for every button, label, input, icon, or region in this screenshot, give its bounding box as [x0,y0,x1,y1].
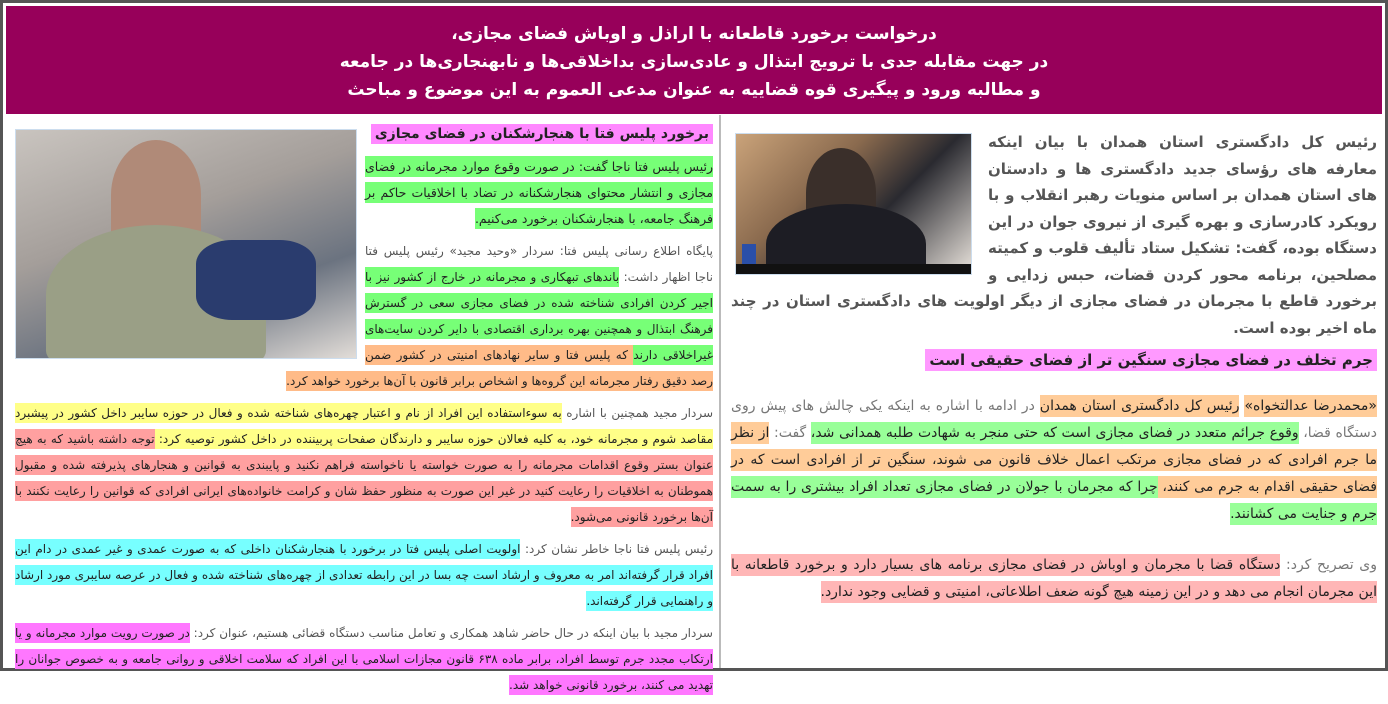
highlighted-text: دستگاه قضا با مجرمان و اوباش در فضای مجازی برنامه های بسیار دارد و برخورد قاطعانه با این مجرمان انجام می دهد و در این زمینه هیچ گونه ضعف اطلاعاتی، امنیتی و قضایی وجود ندارد. [731,554,1377,603]
plain-text: پایگاه اطلاع رسانی پلیس فتا: سردار «وحید مجید» رئیس پلیس فتا ناجا اظهار داشت: [365,244,713,284]
highlighted-text: رئیس پلیس فتا ناجا گفت: در صورت وقوع موارد مجرمانه در فضای مجازی و انتشار محتوای هنجارشکنانه در تضاد با اخلاقیات حاکم بر فرهنگ جامعه، با هنجارشکنان برخورد می‌کنیم. [365,156,713,229]
highlighted-text: وقوع جرائم متعدد در فضای مجازی است که حتی منجر به شهادت طلبه همدانی شد، [811,422,1299,444]
highlighted-text: که پلیس فتا و سایر نهادهای امنیتی در کشور ضمن رصد دقیق رفتار مجرمانه این گروه‌ها و اشخاص برابر قانون با آن‌ها برخورد خواهد کرد. [286,345,713,391]
plain-text: سردار مجید همچنین با اشاره [561,406,714,420]
plain-text: وی تصریح کرد: [1280,557,1377,573]
highlighted-text: رئیس کل دادگستری استان همدان [1040,395,1240,417]
right-column [731,129,1377,606]
paragraph [15,400,713,530]
paragraph [15,620,713,698]
plain-text: سردار مجید با بیان اینکه در حال حاضر شاهد همکاری و تعامل مناسب دستگاه قضائی هستیم، عنوان کرد: [189,626,713,640]
header-line: درخواست برخورد قاطعانه با اراذل و اوباش فضای مجازی، [451,24,937,44]
highlighted-text: به سوءاستفاده این افراد از نام و اعتبار چهره‌های شناخته شده و فعال در حوزه سایبر داخل کشور در پیشبرد مقاصد شوم و مجرمانه خود، به کلیه فعالان حوزه سایبر و دارندگان صفحات پربیننده در داخل کشور توصیه کرد: [15,403,713,449]
section-heading: جرم تخلف در فضای مجازی سنگین تر از فضای حقیقی است [925,349,1377,371]
photo-caption-bar [736,264,971,274]
highlighted-text: توجه داشته باشید که به هیچ عنوان بستر وقوع اقدامات مجرمانه را به صورت خواسته یا ناخواسته فراهم نکنید و پایبندی به قوانین و هنجارهای پذیرفته شده و مقبول هموطنان به اخلاقیات را رعایت کنید در غیر این صورت به منظور حفظ شان و کرامت خانواده‌های ایرانی افرادی که قوانین را رعایت نکنند با آن‌ها برخورد قانونی می‌شود. [15,429,713,527]
highlighted-text: اولویت اصلی پلیس فتا در برخورد با هنجارشکنان داخلی که به صورت عمدی و غیر عمدی در دام این افراد قرار گرفته‌اند امر به معروف و ارشاد است چه بسا در این رابطه تعدادی از چهره‌های شناخته شده و فعال در عرصه سایبری مورد ارشاد و راهنمایی قرار گرفته‌اند. [15,539,713,611]
highlighted-text: «محمدرضا عدالتخواه» [1244,395,1377,417]
paragraph [731,393,1377,528]
intro-text: رئیس کل دادگستری استان همدان با بیان اینکه معارفه های رؤسای جدید دادگستری ها و دادستان های استان همدان بر اساس منویات رهبر انقلاب و با رویکرد کادرسازی و بهره گیری از نیروی جوان در این دستگاه بوده، گفت: تشکیل ستاد تألیف قلوب و کمیته مصلحین، برنامه محور کردن قضات، حبس زدایی و برخورد قاطع با مجرمان در فضای مجازی از دیگر اولویت های دادگستری استان در چند ماه اخیر بوده است. [731,133,1377,337]
header-banner [6,6,1382,114]
police-chief-photo [15,129,357,359]
highlighted-text: باندهای تبهکاری و مجرمانه در خارج از کشور نیز با اجیر کردن افرادی شناخته شده در فضای مجازی سعی در گسترش فرهنگ ابتذال و همچنین بهره برداری اقتصادی با دایر کردن سایت‌های غیراخلاقی دارند [365,267,713,365]
highlighted-text: از نظر ما جرم افرادی که در فضای مجازی مرتکب اعمال خلاف قانون می شوند، سنگین تر از افرادی است که در فضای حقیقی اقدام به جرم می کنند، [731,422,1377,498]
paragraph [15,536,713,614]
paragraph [731,552,1377,606]
judiciary-chief-photo [735,133,972,275]
plain-text: رئیس پلیس فتا ناجا خاطر نشان کرد: [520,542,713,556]
highlighted-text: در صورت رویت موارد مجرمانه و یا ارتکاب مجدد جرم توسط افراد، برابر ماده ۶۳۸ قانون مجازات اسلامی با این افراد که سلامت اخلاقی و روانی جامعه و به خصوص جوانان را تهدید می کنند، برخورد قانونی خواهد شد. [15,623,713,695]
header-line: و مطالبه ورود و پیگیری قوه قضاییه به عنوان مدعی العموم به این موضوع و مباحث [347,80,1041,100]
section-heading: برخورد پلیس فتا با هنجارشکنان در فضای مجازی [371,124,713,144]
left-column [15,123,713,704]
highlighted-text: چرا که مجرمان با جولان در فضای مجازی تعداد افراد بیشتری را به سمت جرم و جنایت می کشانند. [731,476,1377,525]
plain-text: در ادامه با اشاره به اینکه یکی چالش های پیش روی دستگاه قضا، [731,398,1377,441]
header-line: در جهت مقابله جدی با ترویج ابتذال و عادی‌سازی بداخلاقی‌ها و نابهنجاری‌ها در جامعه [339,52,1049,72]
plain-text: گفت: [769,425,811,441]
column-divider [719,115,721,668]
agency-logo-icon [742,244,756,266]
